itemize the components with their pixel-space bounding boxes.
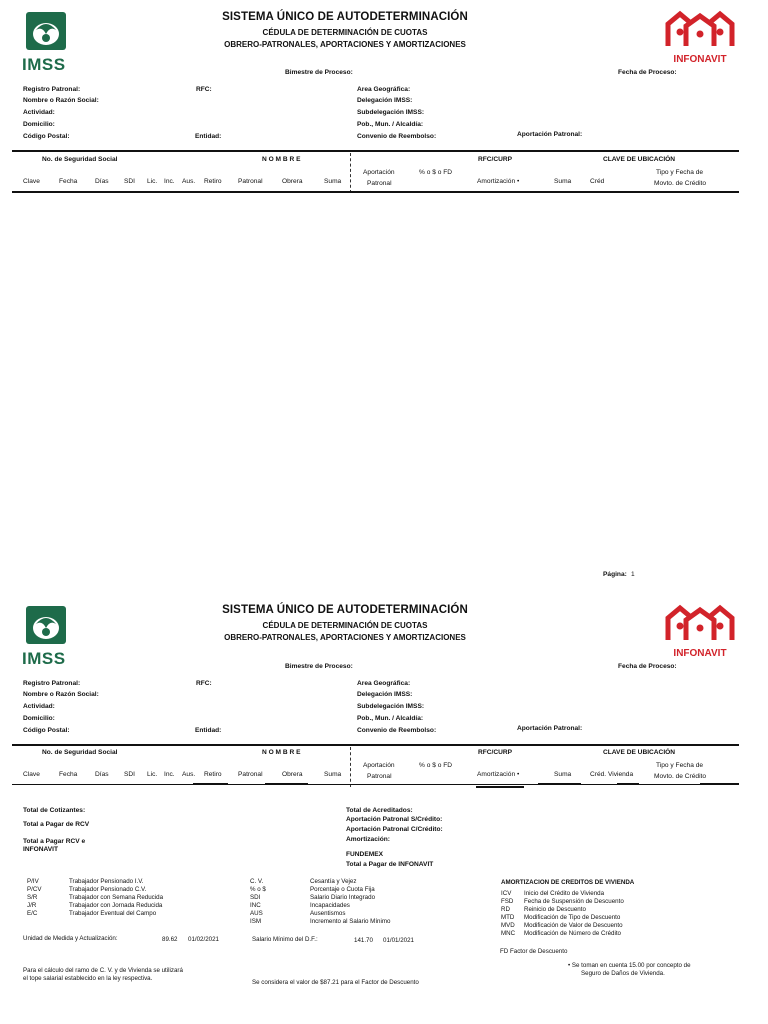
fecha-proceso-label: Fecha de Proceso:	[618, 663, 677, 670]
underline-3	[476, 786, 524, 788]
col-aport-a: Aportación	[363, 762, 395, 769]
note-right-a: • Se toman en cuenta 15.00 por concepto de	[568, 962, 691, 969]
imss-eagle-icon	[22, 604, 74, 646]
entidad-label: Entidad:	[195, 727, 222, 734]
col-tipo-a: Tipo y Fecha de	[656, 169, 704, 176]
col-retiro: Retiro	[204, 178, 222, 185]
col-divider	[350, 153, 351, 193]
note-left-a: Para el cálculo del ramo de C. V. y de Vivienda se utilizará	[23, 967, 183, 974]
col-nombre: N O M B R E	[262, 749, 301, 756]
col-divider	[350, 747, 351, 787]
infonavit-logo	[662, 8, 738, 64]
registro-label: Registro Patronal:	[23, 86, 81, 93]
pob-label: Pob., Mun. / Alcaldía:	[357, 121, 424, 128]
col-lic: Lic.	[147, 178, 158, 185]
infonavit-logo-text: INFONAVIT	[673, 54, 727, 65]
total-rcv: Total a Pagar de RCV	[23, 821, 90, 828]
imss-logo	[22, 604, 74, 666]
page-2	[0, 594, 768, 1024]
col-amort: Amortización •	[477, 771, 520, 778]
col-aport-b: Patronal	[367, 180, 392, 187]
nombre-label: Nombre o Razón Social:	[23, 691, 99, 698]
underline-2	[265, 783, 308, 785]
amortizacion-total: Amortización:	[346, 836, 390, 843]
col-clave-ubicacion: CLAVE DE UBICACIÓN	[603, 156, 676, 163]
col-suma: Suma	[324, 771, 342, 778]
delegacion-label: Delegación IMSS:	[357, 691, 413, 698]
page-subtitle-1: CÉDULA DE DETERMINACIÓN DE CUOTAS	[262, 621, 428, 630]
uma-value: 89.62	[162, 936, 178, 943]
col-aus: Aus.	[182, 771, 196, 778]
header-rule-top	[12, 744, 739, 746]
legend-row: FSD Fecha de Suspensión de Descuento	[501, 898, 624, 905]
legend-row: P/CV Trabajador Pensionado C.V.	[27, 886, 147, 893]
underline-6	[700, 783, 739, 785]
col-cred: Créd	[590, 178, 605, 185]
underline-4	[538, 783, 581, 785]
page-subtitle-2: OBRERO-PATRONALES, APORTACIONES Y AMORTIZACIONES	[224, 633, 466, 642]
legend-row: RD Reinicio de Descuento	[501, 906, 586, 913]
aport-sin-credito: Aportación Patronal S/Crédito:	[346, 816, 443, 823]
col-nss: No. de Seguridad Social	[42, 749, 118, 756]
col-rfc-curp: RFC/CURP	[478, 749, 513, 756]
amort-title: AMORTIZACION DE CREDITOS DE VIVIENDA	[501, 879, 635, 886]
uma-label: Unidad de Medida y Actualización:	[23, 935, 118, 942]
rfc-label: RFC:	[196, 680, 212, 687]
legend-row: P/IV Trabajador Pensionado I.V.	[27, 878, 144, 885]
legend-mid	[250, 878, 390, 926]
uma-date: 01/02/2021	[188, 936, 219, 943]
imss-eagle-icon	[22, 10, 74, 52]
pagina-number: 1	[631, 571, 635, 578]
infonavit-logo-text: INFONAVIT	[673, 648, 727, 659]
col-rfc-curp: RFC/CURP	[478, 156, 513, 163]
convenio-label: Convenio de Reembolso:	[357, 727, 437, 734]
legend-row: J/R Trabajador con Jornada Reducida	[27, 902, 163, 909]
entidad-label: Entidad:	[195, 133, 222, 140]
area-label: Area Geográfica:	[357, 86, 411, 93]
subdelegacion-label: Subdelegación IMSS:	[357, 109, 425, 116]
page-subtitle-2: OBRERO-PATRONALES, APORTACIONES Y AMORTIZACIONES	[224, 40, 466, 49]
underline-5	[617, 783, 639, 785]
col-aus: Aus.	[182, 178, 196, 185]
underline-1	[193, 783, 228, 785]
infonavit-logo	[662, 602, 738, 658]
col-patronal: Patronal	[238, 178, 263, 185]
infonavit-houses-icon	[662, 8, 738, 50]
col-suma2: Suma	[554, 771, 572, 778]
convenio-label: Convenio de Reembolso:	[357, 133, 437, 140]
aport-patronal-label: Aportación Patronal:	[517, 725, 583, 732]
col-obrera: Obrera	[282, 178, 303, 185]
col-amort: Amortización •	[477, 178, 520, 185]
imss-logo	[22, 10, 74, 72]
note-mid: Se considera el valor de $87.21 para el Factor de Descuento	[252, 979, 419, 986]
cp-label: Código Postal:	[23, 727, 70, 734]
col-fecha: Fecha	[59, 771, 78, 778]
legend-row: ICV Inicio del Crédito de Vivienda	[501, 890, 605, 897]
col-nss: No. de Seguridad Social	[42, 156, 118, 163]
total-rcv-infonavit-a: Total a Pagar RCV e	[23, 838, 86, 845]
col-suma2: Suma	[554, 178, 572, 185]
registro-label: Registro Patronal:	[23, 680, 81, 687]
col-fecha: Fecha	[59, 178, 78, 185]
col-obrera: Obrera	[282, 771, 303, 778]
actividad-label: Actividad:	[23, 703, 55, 710]
nombre-label: Nombre o Razón Social:	[23, 97, 99, 104]
legend-row: E/C Trabajador Eventual del Campo	[27, 910, 157, 917]
bimestre-label: Bimestre de Proceso:	[285, 663, 353, 670]
page-subtitle-1: CÉDULA DE DETERMINACIÓN DE CUOTAS	[262, 28, 428, 37]
aport-patronal-label: Aportación Patronal:	[517, 131, 583, 138]
col-clave: Clave	[23, 771, 40, 778]
fd-legend: FD Factor de Descuento	[500, 948, 568, 955]
legend-right	[501, 890, 624, 938]
delegacion-label: Delegación IMSS:	[357, 97, 413, 104]
pob-label: Pob., Mun. / Alcaldía:	[357, 715, 424, 722]
col-inc: Inc.	[164, 771, 175, 778]
subdelegacion-label: Subdelegación IMSS:	[357, 703, 425, 710]
pagina-label: Página:	[603, 571, 627, 578]
total-acreditados: Total de Acreditados:	[346, 807, 413, 814]
fundemex: FUNDEMEX	[346, 851, 383, 858]
col-dias: Días	[95, 178, 109, 185]
col-sdi: SDI	[124, 771, 135, 778]
legend-row: SDI Salario Diario Integrado	[250, 894, 376, 901]
col-patronal: Patronal	[238, 771, 263, 778]
col-clave-ubicacion: CLAVE DE UBICACIÓN	[603, 749, 676, 756]
note-left-b: el tope salarial establecido en la ley respectiva.	[23, 975, 153, 982]
col-tipo-b: Movto. de Crédito	[654, 180, 707, 187]
infonavit-houses-icon	[662, 602, 738, 644]
col-aport-a: Aportación	[363, 169, 395, 176]
col-tipo-a: Tipo y Fecha de	[656, 762, 704, 769]
fecha-proceso-label: Fecha de Proceso:	[618, 69, 677, 76]
page-title: SISTEMA ÚNICO DE AUTODETERMINACIÓN	[222, 604, 468, 616]
note-right-b: Seguro de Daños de Vivienda.	[581, 970, 665, 977]
col-cred-vivienda: Créd. Vivienda	[590, 771, 634, 778]
legend-row: C. V. Cesantía y Vejez	[250, 878, 357, 885]
legend-row: AUS Ausentismos	[250, 910, 346, 917]
col-retiro: Retiro	[204, 771, 222, 778]
col-aport-b: Patronal	[367, 773, 392, 780]
sm-label: Salario Mínimo del D.F.:	[252, 936, 318, 943]
legend-row: MVD Modificación de Valor de Descuento	[501, 922, 623, 929]
col-pct: % o $ o FD	[419, 169, 452, 176]
total-rcv-infonavit-b: INFONAVIT	[23, 846, 59, 853]
bimestre-label: Bimestre de Proceso:	[285, 69, 353, 76]
total-cotizantes: Total de Cotizantes:	[23, 807, 86, 814]
legend-left	[27, 878, 163, 918]
legend-row: MNC Modificación de Número de Crédito	[501, 930, 621, 937]
col-lic: Lic.	[147, 771, 158, 778]
imss-logo-text: IMSS	[22, 649, 66, 668]
imss-logo-text: IMSS	[22, 55, 66, 74]
cp-label: Código Postal:	[23, 133, 70, 140]
legend-row: % o $ Porcentaje o Cuota Fija	[250, 886, 375, 893]
col-sdi: SDI	[124, 178, 135, 185]
domicilio-label: Domicilio:	[23, 715, 55, 722]
col-nombre: N O M B R E	[262, 156, 301, 163]
header-rule-top	[12, 150, 739, 152]
col-suma: Suma	[324, 178, 342, 185]
actividad-label: Actividad:	[23, 109, 55, 116]
col-pct: % o $ o FD	[419, 762, 452, 769]
page-title: SISTEMA ÚNICO DE AUTODETERMINACIÓN	[222, 11, 468, 23]
sm-date: 01/01/2021	[383, 937, 414, 944]
domicilio-label: Domicilio:	[23, 121, 55, 128]
legend-row: MTD Modificación de Tipo de Descuento	[501, 914, 621, 921]
rfc-label: RFC:	[196, 86, 212, 93]
col-clave: Clave	[23, 178, 40, 185]
legend-row: INC Incapacidades	[250, 902, 350, 909]
area-label: Area Geográfica:	[357, 680, 411, 687]
total-infonavit: Total a Pagar de INFONAVIT	[346, 861, 434, 868]
aport-con-credito: Aportación Patronal C/Crédito:	[346, 826, 443, 833]
sm-value: 141.70	[354, 937, 373, 944]
legend-row: S/R Trabajador con Semana Reducida	[27, 894, 164, 901]
col-tipo-b: Movto. de Crédito	[654, 773, 707, 780]
legend-row: ISM Incremento al Salario Mínimo	[250, 918, 391, 925]
col-inc: Inc.	[164, 178, 175, 185]
header-rule-bottom	[12, 191, 739, 193]
col-dias: Días	[95, 771, 109, 778]
